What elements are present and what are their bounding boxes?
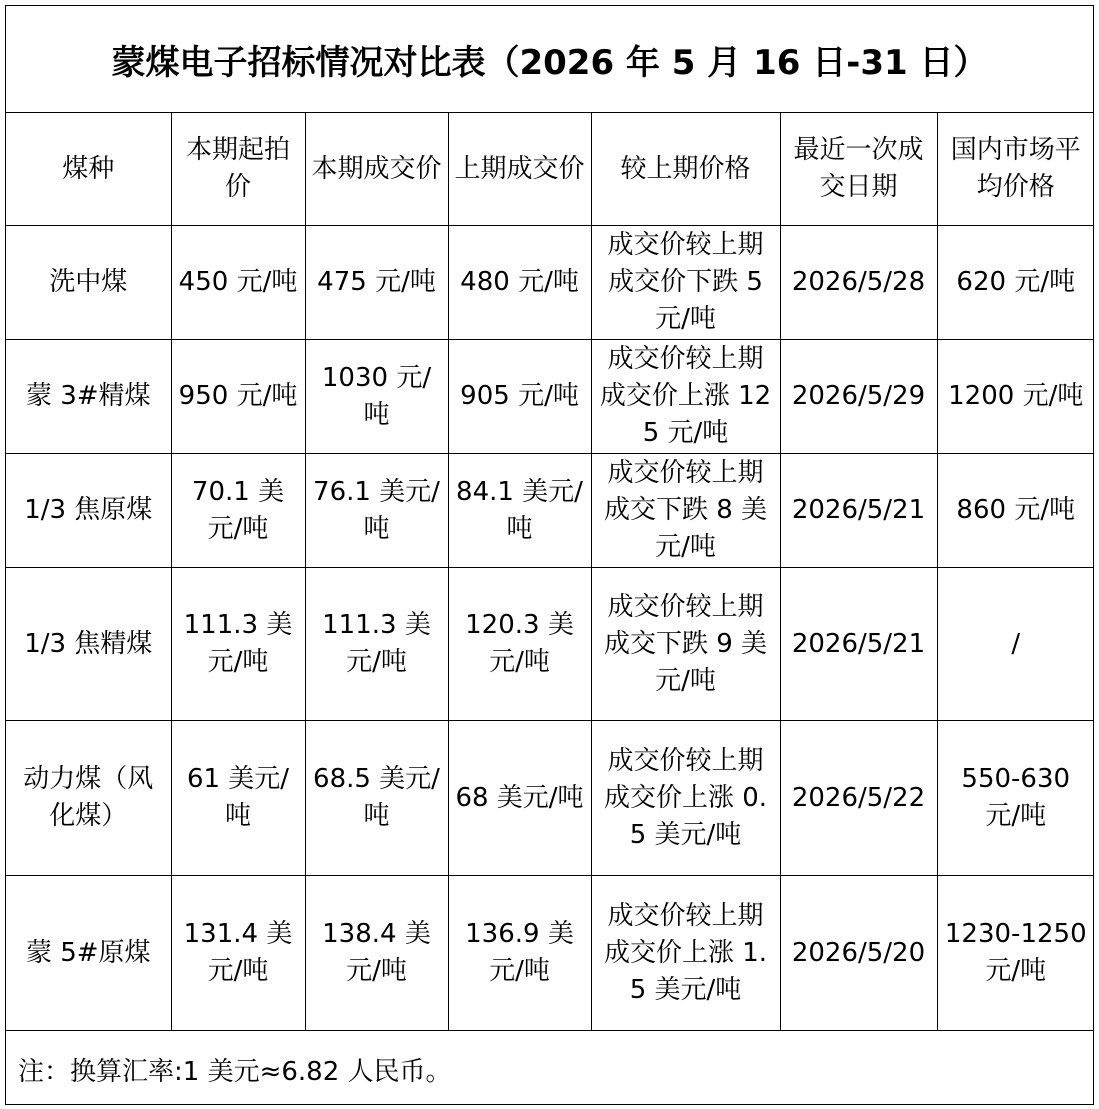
exchange-rate-note: 注：换算汇率:1 美元≈6.82 人民币。 [18, 1056, 452, 1087]
table-cell: 2026/5/29 [780, 340, 937, 454]
table-cell: 动力煤（风化煤） [6, 721, 171, 876]
header-cell: 上期成交价 [448, 113, 591, 226]
table-cell: 成交价较上期成交下跌 9 美元/吨 [591, 568, 780, 721]
table-row [6, 340, 1094, 454]
table-cell: 1200 元/吨 [937, 340, 1094, 454]
table-cell: 480 元/吨 [448, 226, 591, 340]
table-row [6, 721, 1094, 876]
table-cell: 905 元/吨 [448, 340, 591, 454]
table-cell: 1030 元/吨 [305, 340, 448, 454]
table-cell: 61 美元/吨 [171, 721, 305, 876]
coal-tender-table [6, 113, 1094, 1031]
header-cell: 最近一次成交日期 [780, 113, 937, 226]
table-cell: 138.4 美元/吨 [305, 876, 448, 1031]
header-cell: 国内市场平均价格 [937, 113, 1094, 226]
table-cell: 成交价较上期成交价上涨 125 元/吨 [591, 340, 780, 454]
table-row [6, 226, 1094, 340]
table-cell: 成交价较上期成交价上涨 1.5 美元/吨 [591, 876, 780, 1031]
table-cell: 1230-1250 元/吨 [937, 876, 1094, 1031]
table-cell: 成交价较上期成交价上涨 0.5 美元/吨 [591, 721, 780, 876]
header-cell: 煤种 [6, 113, 171, 226]
table-cell: 1/3 焦精煤 [6, 568, 171, 721]
table-cell: 111.3 美元/吨 [171, 568, 305, 721]
table-header-row [6, 113, 1094, 226]
header-cell: 本期成交价 [305, 113, 448, 226]
table-cell: 70.1 美元/吨 [171, 454, 305, 568]
table-cell: 620 元/吨 [937, 226, 1094, 340]
table-cell: 成交价较上期成交下跌 8 美元/吨 [591, 454, 780, 568]
document-title: 蒙煤电子招标情况对比表（2026 年 5 月 16 日-31 日） [6, 6, 1093, 113]
header-cell: 本期起拍价 [171, 113, 305, 226]
table-cell: 68.5 美元/吨 [305, 721, 448, 876]
table-cell: 2026/5/20 [780, 876, 937, 1031]
table-cell: 成交价较上期成交价下跌 5 元/吨 [591, 226, 780, 340]
table-cell: 2026/5/21 [780, 568, 937, 721]
table-cell: 2026/5/21 [780, 454, 937, 568]
table-cell: 131.4 美元/吨 [171, 876, 305, 1031]
table-cell: / [937, 568, 1094, 721]
table-cell: 2026/5/22 [780, 721, 937, 876]
table-cell: 450 元/吨 [171, 226, 305, 340]
table-cell: 1/3 焦原煤 [6, 454, 171, 568]
table-cell: 111.3 美元/吨 [305, 568, 448, 721]
table-cell: 76.1 美元/吨 [305, 454, 448, 568]
table-row [6, 876, 1094, 1031]
table-cell: 136.9 美元/吨 [448, 876, 591, 1031]
table-cell: 洗中煤 [6, 226, 171, 340]
table-cell: 2026/5/28 [780, 226, 937, 340]
table-cell: 84.1 美元/吨 [448, 454, 591, 568]
table-cell: 蒙 3#精煤 [6, 340, 171, 454]
table-cell: 475 元/吨 [305, 226, 448, 340]
comparison-table-document [5, 5, 1094, 1105]
table-cell: 68 美元/吨 [448, 721, 591, 876]
table-row [6, 568, 1094, 721]
header-cell: 较上期价格 [591, 113, 780, 226]
table-cell: 950 元/吨 [171, 340, 305, 454]
table-cell: 蒙 5#原煤 [6, 876, 171, 1031]
table-cell: 860 元/吨 [937, 454, 1094, 568]
table-cell: 120.3 美元/吨 [448, 568, 591, 721]
table-cell: 550-630 元/吨 [937, 721, 1094, 876]
table-row [6, 454, 1094, 568]
